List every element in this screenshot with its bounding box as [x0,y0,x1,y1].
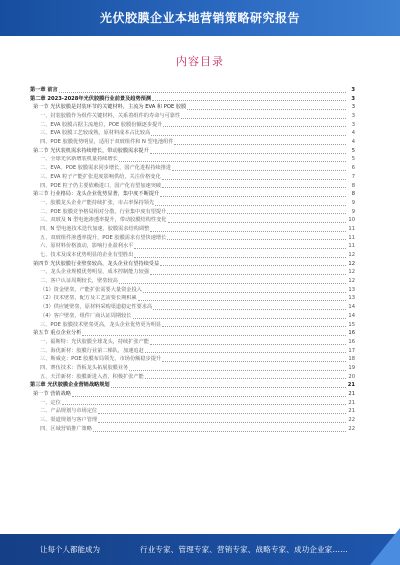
toc-entry[interactable] [30,86,355,95]
toc-leader-dots [162,183,346,188]
toc-entry-title: 五、双玻组件渗透率提升，POE 胶膜需求有望快速增长 [40,234,167,241]
toc-entry-page: 22 [348,425,355,432]
toc-entry-page: 3 [351,121,355,128]
toc-leader-dots [167,235,346,240]
footer-banner [0,534,400,565]
toc-entry-title: 一、全球光伏新增装机量持续增长 [40,156,118,163]
toc-entry[interactable] [30,190,355,199]
toc-entry-page: 8 [351,191,355,198]
toc-leader-dots [162,322,346,327]
footer-slogan: 让每个人都能成为 [40,545,100,554]
toc-entry-title: 一、福斯特：光伏胶膜全球龙头，持续扩张产能 [40,338,149,345]
toc-entry-page: 12 [348,269,355,276]
toc-entry-title: 第一节 营销战略 [33,391,71,398]
toc-entry[interactable] [30,321,355,330]
toc-entry[interactable] [30,121,355,130]
toc-entry-title: 一、封装胶膜作为组件关键材料，关系着组件的寿命与可靠性 [40,113,181,120]
footer-tags: 行业专家、管理专家、营销专家、战略专家、成功企业家…… [140,545,348,554]
toc-entry[interactable] [30,425,355,434]
toc-leader-dots [119,157,346,162]
toc-entry-page: 3 [351,86,355,93]
toc-leader-dots [172,166,346,171]
toc-leader-dots [168,218,347,223]
toc-entry-page: 16 [348,330,355,337]
toc-leader-dots [163,122,346,127]
toc-leader-dots [145,374,346,379]
toc-entry[interactable] [30,242,355,251]
toc-entry-title: 第四节 光伏胶膜行业壁垒较高，龙头企业有望持续受益 [33,260,160,267]
toc-leader-dots [150,227,346,232]
toc-entry-page: 14 [348,312,355,319]
toc-leader-dots [119,279,346,284]
toc-entry[interactable] [30,277,355,286]
toc-entry-page: 6 [351,165,355,172]
table-of-contents [30,86,355,434]
toc-leader-dots [150,340,346,345]
toc-entry-page: 4 [351,130,355,137]
toc-entry-title: 二、产品规划与市场定位 [40,408,98,415]
toc-entry[interactable] [30,147,355,156]
toc-entry[interactable] [30,329,355,338]
toc-leader-dots [62,400,346,405]
toc-entry[interactable] [30,225,355,234]
toc-entry-page: 3 [351,104,355,111]
toc-entry-page: 21 [348,408,355,415]
toc-entry-page: 21 [348,391,355,398]
toc-leader-dots [143,288,346,293]
toc-entry-title: 第三节 行业格局：龙头企业优势显著，集中度不断提升 [33,191,160,198]
toc-entry-title: 一、龙头企业规模优势明显，成本控制能力较强 [40,269,149,276]
toc-entry-page: 3 [351,113,355,120]
toc-entry-page: 4 [351,139,355,146]
toc-entry[interactable] [30,103,355,112]
toc-entry-page: 22 [348,417,355,424]
toc-entry[interactable] [30,164,355,173]
toc-entry-page: 3 [351,95,355,102]
toc-entry-page: 11 [348,243,355,250]
toc-entry-page: 9 [351,208,355,215]
toc-leader-dots [153,305,346,310]
toc-entry-page: 7 [351,173,355,180]
toc-entry-title: 一、胶膜龙头企业产能持续扩张，市占率保持领先 [40,199,155,206]
toc-entry[interactable] [30,216,355,225]
toc-entry[interactable] [30,138,355,147]
toc-entry-page: 19 [348,364,355,371]
toc-leader-dots [129,366,346,371]
toc-leader-dots [160,261,346,266]
toc-entry[interactable] [30,112,355,121]
toc-leader-dots [134,253,346,258]
toc-entry-title: 二、客户认证周期较长，壁垒较高 [40,278,118,285]
toc-leader-dots [162,175,346,180]
toc-entry-title: 六、原材料价格波动，影响行业盈利水平 [40,243,134,250]
toc-leader-dots [181,114,346,119]
toc-entry-title: 一、定位 [40,399,61,406]
toc-leader-dots [98,409,346,414]
toc-entry-title: 七、技术及成本优势明显的企业有望胜出 [40,252,134,259]
toc-entry[interactable] [30,182,355,191]
toc-entry-title: 四、POE 胶膜优势明显，适用于双玻组件和 N 型电池组件 [40,139,174,146]
toc-entry[interactable] [30,373,355,382]
toc-leader-dots [167,209,346,214]
toc-entry-page: 13 [348,286,355,293]
toc-entry-page: 18 [348,356,355,363]
toc-entry-title: （3）供应链壁垒，原材料采购渠道稳定性要求高 [40,304,153,311]
toc-entry-title: （4）客户壁垒，组件厂商认证周期较长 [40,312,132,319]
toc-entry[interactable] [30,381,355,390]
toc-entry-page: 8 [351,182,355,189]
toc-entry-title: 三、EVA 粒子产能扩张进度影响供给，关注价格变化 [40,173,161,180]
toc-entry[interactable] [30,355,355,364]
toc-entry-title: 三、渠道规划与客户管理 [40,417,98,424]
toc-entry[interactable] [30,234,355,243]
toc-entry[interactable] [30,390,355,399]
toc-entry[interactable] [30,260,355,269]
report-title: 光伏胶膜企业本地营销策略研究报告 [99,11,300,25]
toc-entry[interactable] [30,199,355,208]
toc-leader-dots [155,201,346,206]
toc-entry-page: 11 [348,234,355,241]
toc-leader-dots [133,314,347,319]
toc-leader-dots [111,383,346,388]
toc-entry[interactable] [30,173,355,182]
toc-entry[interactable] [30,347,355,356]
toc-entry-title: 三、EVA 胶膜工艺较成熟，原材料成本占比较高 [40,130,151,137]
toc-leader-dots [98,418,346,423]
toc-entry-title: 五、天洋新材：胶膜新进入者，积极扩张产能 [40,373,144,380]
toc-entry-title: 第一章 前言 [30,86,58,93]
toc-entry[interactable] [30,364,355,373]
toc-entry-page: 5 [351,147,355,154]
toc-entry[interactable] [30,338,355,347]
toc-entry-page: 12 [348,260,355,267]
toc-leader-dots [152,96,346,101]
toc-entry[interactable] [30,399,355,408]
toc-leader-dots [145,348,346,353]
toc-entry-title: 第三章 光伏胶膜企业营销战略规划 [30,382,110,389]
toc-entry-page: 12 [348,278,355,285]
toc-entry-title: 第五节 重点企业分析 [33,330,82,337]
toc-entry-title: 第二节 光伏装机需求持续增长，带动胶膜需求提升 [33,147,149,154]
toc-entry[interactable] [30,208,355,217]
toc-entry[interactable] [30,129,355,138]
toc-entry-title: 四、POE 粒子仍主要依赖进口，国产化有望加速突破 [40,182,162,189]
toc-leader-dots [134,244,346,249]
toc-leader-dots [72,392,346,397]
toc-heading: 内容目录 [176,55,224,68]
toc-entry[interactable] [30,95,355,104]
toc-entry-title: 第一节 光伏胶膜是封装环节的关键材料，主流为 EVA 和 POE 胶膜 [33,104,187,111]
toc-entry-title: 二、EVA、POE 胶膜需求同步增长，国产化进程持续推进 [40,165,172,172]
toc-leader-dots [174,140,346,145]
toc-leader-dots [59,88,346,93]
toc-entry-title: 第二章 2023-2028年光伏胶膜行业前景及趋势预测 [30,95,152,102]
toc-entry-page: 13 [348,295,355,302]
toc-entry[interactable] [30,407,355,416]
toc-entry-page: 16 [348,338,355,345]
toc-entry-title: 四、区域营销推广策略 [40,425,92,432]
toc-leader-dots [151,131,346,136]
toc-entry[interactable] [30,303,355,312]
toc-leader-dots [162,357,346,362]
toc-entry-title: 四、N 型电池技术迭代加速，胶膜需求结构调整 [40,225,150,232]
toc-entry-page: 14 [348,304,355,311]
toc-entry-title: （1）资金壁垒，产能扩张需要大量资金投入 [40,286,142,293]
toc-leader-dots [160,192,346,197]
toc-entry[interactable] [30,312,355,321]
toc-entry-title: 四、赛伍技术：背板龙头拓展胶膜业务 [40,364,129,371]
toc-entry-title: 三、POE 胶膜技术壁垒更高，龙头企业优势更为明显 [40,321,162,328]
toc-entry-page: 17 [348,347,355,354]
toc-entry-title: （2）技术壁垒，配方及工艺需要长期积累 [40,295,137,302]
toc-entry[interactable] [30,251,355,260]
toc-entry-page: 5 [351,156,355,163]
toc-entry-title: 三、双玻及 N 型电池渗透率提升，带动胶膜结构性变化 [40,217,167,224]
toc-entry[interactable] [30,156,355,165]
toc-entry-title: 二、海优新材：胶膜行业第二梯队，加速追赶 [40,347,144,354]
toc-entry-title: 二、EVA 胶膜占据主流地位，POE 胶膜份额逐步提升 [40,121,163,128]
toc-entry-page: 9 [351,199,355,206]
toc-leader-dots [138,296,346,301]
toc-leader-dots [150,149,346,154]
toc-entry-page: 10 [348,217,355,224]
toc-entry-page: 21 [348,399,355,406]
toc-entry-page: 20 [348,373,355,380]
toc-entry-page: 11 [348,225,355,232]
toc-leader-dots [150,270,346,275]
toc-entry[interactable] [30,268,355,277]
toc-entry-title: 二、POE 胶膜竞争格局相对分散，行业集中度有望提升 [40,208,167,215]
toc-entry-page: 12 [348,252,355,259]
toc-leader-dots [187,105,346,110]
toc-leader-dots [82,331,346,336]
toc-entry[interactable] [30,295,355,304]
toc-entry[interactable] [30,286,355,295]
toc-entry[interactable] [30,416,355,425]
toc-entry-page: 15 [348,321,355,328]
toc-entry-title: 三、斯威克：POE 胶膜布局领先，市场份额稳步提升 [40,356,162,363]
toc-entry-page: 21 [347,382,355,389]
toc-leader-dots [93,427,346,432]
report-banner [0,0,400,36]
